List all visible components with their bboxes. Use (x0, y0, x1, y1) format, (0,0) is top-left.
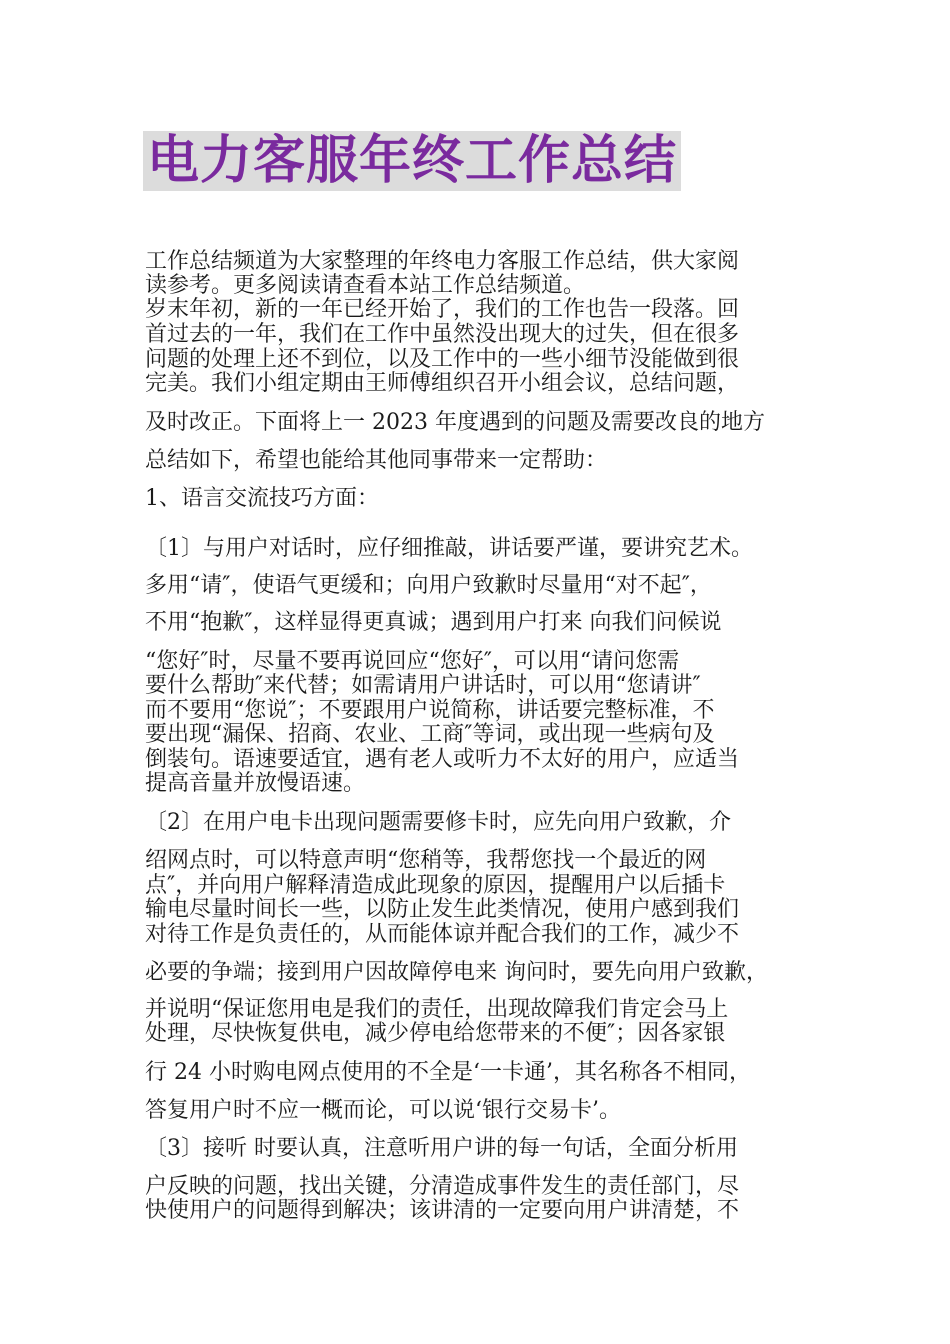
body-line: 快使用户的问题得到解决；该讲清的一定要向用户讲清楚，不 (145, 1198, 740, 1223)
body-line: 必要的争端；接到用户因故障停电来 询问时，要先向用户致歉， (145, 960, 768, 985)
body-line: 而不要用“您说″；不要跟用户说简称，讲话要完整标准，不 (145, 698, 715, 723)
title-wrap (143, 131, 681, 191)
body-line: 对待工作是负责任的，从而能体谅并配合我们的工作，减少不 (145, 922, 740, 947)
body-line: 读参考。更多阅读请查看本站工作总结频道。 (145, 273, 586, 298)
body-line: 〔1〕与用户对话时，应仔细推敲，讲话要严谨，要讲究艺术。 (145, 536, 753, 561)
body-line: 及时改正。下面将上一 2023 年度遇到的问题及需要改良的地方 (145, 410, 765, 435)
body-line: 要出现“漏保、招商、农业、工商″等词，或出现一些病句及 (145, 722, 715, 747)
body-line: 不用“抱歉″，这样显得更真诚；遇到用户打来 向我们问候说 (145, 610, 722, 635)
document-title: 电力客服年终工作总结 (143, 131, 681, 191)
body-line: 行 24 小时购电网点使用的不全是‘一卡通’，其名称各不相同， (145, 1060, 751, 1085)
body-line: 问题的处理上还不到位，以及工作中的一些小细节没能做到很 (145, 347, 740, 372)
body-line: 完美。我们小组定期由王师傅组织召开小组会议，总结问题， (145, 371, 740, 396)
body-line: 点″，并向用户解释清造成此现象的原因，提醒用户以后插卡 (145, 873, 726, 898)
body-line: 答复用户时不应一概而论，可以说‘银行交易卡’。 (145, 1098, 621, 1123)
body-line: 倒装句。语速要适宜，遇有老人或听力不太好的用户，应适当 (145, 747, 740, 772)
body-line: 要什么帮助″来代替；如需请用户讲话时，可以用“您请讲″ (145, 673, 701, 698)
body-line: 户反映的问题，找出关键，分清造成事件发生的责任部门，尽 (145, 1174, 740, 1199)
body-line: “您好″时，尽量不要再说回应“您好″，可以用“请问您需 (145, 649, 680, 674)
body-line: 1、语言交流技巧方面： (145, 486, 379, 511)
body-line: 提高音量并放慢语速。 (145, 771, 366, 796)
body-line: 绍网点时，可以特意声明“您稍等，我帮您找一个最近的网 (145, 848, 707, 873)
body-line: 〔3〕接听 时要认真，注意听用户讲的每一句话，全面分析用 (145, 1136, 738, 1161)
body-line: 输电尽量时间长一些，以防止发生此类情况，使用户感到我们 (145, 897, 740, 922)
body-line: 并说明“保证您用电是我们的责任，出现故障我们肯定会马上 (145, 997, 729, 1022)
body-line: 总结如下，希望也能给其他同事带来一定帮助： (145, 448, 608, 473)
body-line: 岁末年初，新的一年已经开始了，我们的工作也告一段落。回 (145, 297, 740, 322)
body-line: 多用“请″，使语气更缓和；向用户致歉时尽量用“对不起″， (145, 573, 712, 598)
body-line: 〔2〕在用户电卡出现问题需要修卡时，应先向用户致歉，介 (145, 810, 731, 835)
body-line: 首过去的一年，我们在工作中虽然没出现大的过失，但在很多 (145, 322, 740, 347)
body-line: 处理，尽快恢复供电，减少停电给您带来的不便″；因各家银 (145, 1021, 726, 1046)
body-line: 工作总结频道为大家整理的年终电力客服工作总结，供大家阅 (145, 249, 740, 274)
